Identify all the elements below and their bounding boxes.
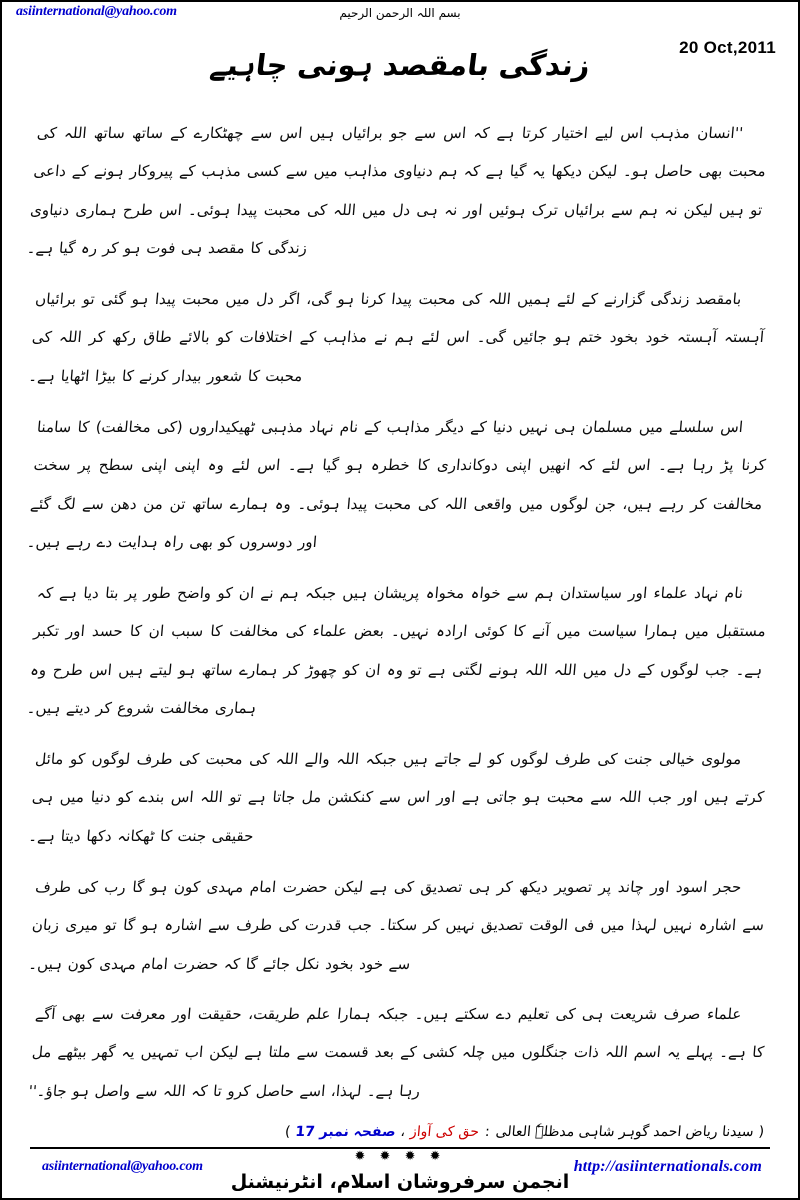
footer-email-link[interactable]: asiinternational@yahoo.com [42, 1159, 203, 1174]
source-separator: : [484, 1124, 491, 1140]
article-paragraph: نام نہاد علماء اور سیاستدان ہم سے خواہ مخواہ پریشان ہیں جبکہ ہم نے ان کو واضح طور پر بتا دیا ہے کہ مستقبل میں ہمارا سیاست میں آنے کا کوئی ارادہ نہیں۔ بعض علماء کی مخالفت کا سبب ان کا حسد اور تکبر ہے۔ جب لوگوں کے دل میں اللہ اللہ ہونے لگتی ہے تو وہ ان کو چھوڑ کر ہمارے ساتھ ہو لیتے ہیں اس طرح وہ ہماری مخالفت شروع کر دیتے ہیں۔ [26, 583, 767, 717]
article-paragraph: علماء صرف شریعت ہی کی تعلیم دے سکتے ہیں۔ جبکہ ہمارا علم طریقت، حقیقت اور معرفت سے بھی آگے کا ہے۔ پہلے یہ اسم اللہ ذات جنگلوں میں چلہ کشی کے بعد قسمت سے ملتا ہے لیکن اب تمہیں یہ گھر بیٹھے مل رہا ہے۔ لہذا، اسے حاصل کرو تا کہ اللہ سے واصل ہو جاؤ۔'' [27, 1005, 765, 1100]
article-body [2, 114, 798, 1110]
article-paragraph: ''انسان مذہب اس لیے اختیار کرتا ہے کہ اس سے جو برائیاں ہیں اس سے چھٹکارے کے ساتھ ساتھ اللہ کی محبت بھی حاصل ہو۔ لیکن دیکھا یہ گیا ہے کہ ہم دنیاوی مذاہب میں سے کسی مذہب کے پیروکار ہونے کے داعی تو ہیں لیکن نہ ہم سے برائیاں ترک ہوئیں اور نہ ہی دل میں اللہ کی محبت پیدا ہوئی۔ اس طرح ہماری دنیاوی زندگی کا مقصد ہی فوت ہو کر رہ گیا ہے۔ [26, 124, 767, 257]
article-paragraph: مولوی خیالی جنت کی طرف لوگوں کو لے جاتے ہیں جبکہ اللہ والے اللہ کی محبت کی طرف لوگوں کو مائل کرتے ہیں اور جب اللہ سے محبت ہو جاتی ہے اور اس سے کنکشن مل جاتا ہے تو اللہ اس بندے کو دنیا میں ہی حقیقی جنت کا ٹھکانہ دکھا دیتا ہے۔ [27, 749, 765, 845]
page-footer [2, 1147, 798, 1176]
footer-website-link[interactable]: http://asiinternationals.com [573, 1158, 762, 1175]
source-page-number: صفحہ نمبر 17 [294, 1124, 397, 1140]
star-divider-icon: ✹ ✹ ✹ ✹ [354, 1148, 446, 1164]
page-title: زندگی بامقصد ہونی چاہیے [208, 48, 593, 82]
source-book-title: حق کی آواز [409, 1124, 480, 1140]
article-paragraph: بامقصد زندگی گزارنے کے لئے ہمیں اللہ کی محبت پیدا کرنا ہو گی، اگر دل میں محبت پیدا ہو گئی تو برائیاں آہستہ آہستہ خود بخود ختم ہو جائیں گی۔ اس لئے ہم نے مذاہب کے اختلافات کو بالائے طاق رکھ کر اللہ کی محبت کا شعور بیدار کرنے کا بیڑا اٹھایا ہے۔ [27, 290, 765, 385]
article-paragraph: حجر اسود اور چاند پر تصویر دیکھ کر ہی تصدیق کی ہے لیکن حضرت امام مہدی کون ہو گا رب کی طرف سے اشارہ نہیں لہذا میں فی الوقت تصدیق نہیں کر سکتا۔ جب قدرت کی طرف سے اشارہ ہو گا تو میری زبان سے خود بخود نکل جائے گا کہ حضرت امام مہدی کون ہیں۔ [27, 877, 765, 972]
publication-date: 20 Oct,2011 [679, 38, 776, 57]
source-author-name: سیدنا ریاض احمد گوہر شاہی مدظلہٗ العالی [495, 1124, 755, 1140]
footer-contact-row [2, 1149, 798, 1176]
source-close-paren: ) [284, 1124, 292, 1140]
header-email-link[interactable]: asiinternational@yahoo.com [16, 4, 177, 19]
source-open-paren: ( [757, 1124, 765, 1140]
organization-name: انجمن سرفروشان اسلام، انٹرنیشنل [230, 1170, 570, 1193]
page-header [2, 2, 798, 114]
article-paragraph: اس سلسلے میں مسلمان ہی نہیں دنیا کے دیگر مذاہب کے نام نہاد مذہبی ٹھیکیداروں (کی مخالفت) کا سامنا کرنا پڑ رہا ہے۔ اس لئے کہ انھیں اپنی دوکانداری کا خطرہ ہو گیا ہے۔ اس لئے وہ اپنی اپنی سطح پر سخت مخالفت کر رہے ہیں، جن لوگوں میں واقعی اللہ کی محبت پیدا ہوئی۔ وہ ہمارے ساتھ تن من دھن سے لگ گئے اور دوسروں کو بھی راہ ہدایت دے رہے ہیں۔ [26, 417, 767, 551]
source-attribution [1, 1119, 799, 1146]
source-comma: ، [399, 1124, 406, 1140]
bismillah-text: بسم اللہ الرحمن الرحیم [339, 6, 461, 20]
